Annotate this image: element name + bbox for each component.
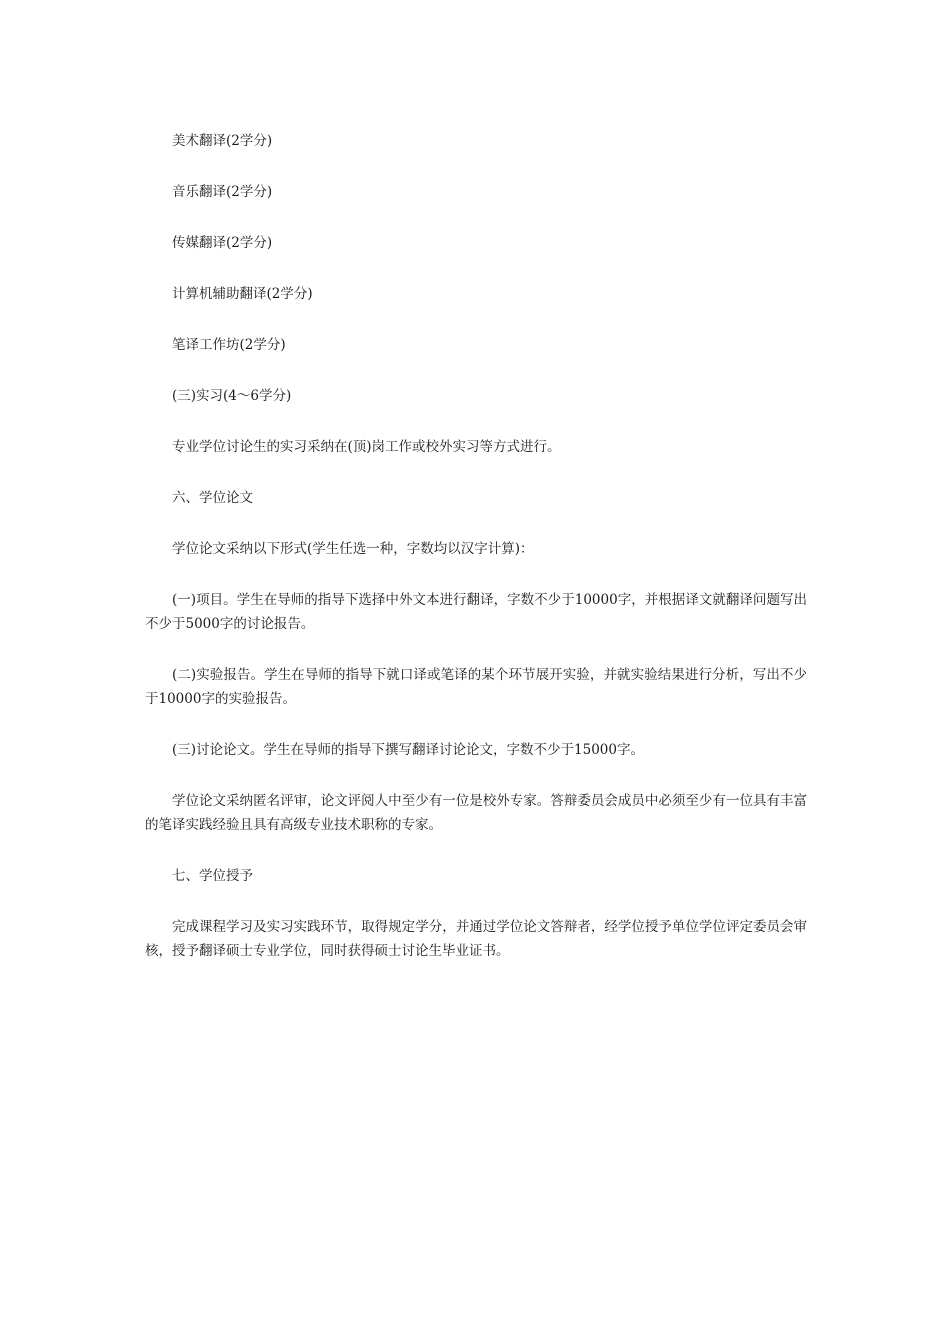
course-item-art-translation: 美术翻译(2学分) — [172, 133, 273, 149]
thesis-form-experiment-report: (二)实验报告。学生在导师的指导下就口译或笔译的某个环节展开实验，并就实验结果进行分析，写出不少于10000字的实验报告。 — [145, 667, 807, 707]
thesis-form-research-paper: (三)讨论论文。学生在导师的指导下撰写翻译讨论论文，字数不少于15000字。 — [172, 742, 644, 758]
degree-award-paragraph: 完成课程学习及实习实践环节，取得规定学分，并通过学位论文答辩者，经学位授予单位学位评定委员会审核，授予翻译硕士专业学位，同时获得硕士讨论生毕业证书。 — [145, 919, 807, 959]
subsection-heading-internship: (三)实习(4～6学分) — [172, 388, 292, 404]
course-item-music-translation: 音乐翻译(2学分) — [172, 184, 273, 200]
thesis-review-paragraph: 学位论文采纳匿名评审，论文评阅人中至少有一位是校外专家。答辩委员会成员中必须至少有一位具有丰富的笔译实践经验且具有高级专业技术职称的专家。 — [145, 793, 807, 833]
internship-paragraph: 专业学位讨论生的实习采纳在(顶)岗工作或校外实习等方式进行。 — [172, 439, 561, 455]
course-item-translation-workshop: 笔译工作坊(2学分) — [172, 337, 286, 353]
course-item-media-translation: 传媒翻译(2学分) — [172, 235, 273, 251]
thesis-form-project: (一)项目。学生在导师的指导下选择中外文本进行翻译，字数不少于10000字，并根据译文就翻译问题写出不少于5000字的讨论报告。 — [145, 592, 807, 632]
document-body — [145, 129, 807, 963]
section-heading-thesis: 六、学位论文 — [172, 490, 253, 506]
course-item-cat: 计算机辅助翻译(2学分) — [172, 286, 313, 302]
section-heading-degree-award: 七、学位授予 — [172, 868, 253, 884]
thesis-forms-intro: 学位论文采纳以下形式(学生任选一种，字数均以汉字计算)： — [172, 541, 534, 557]
